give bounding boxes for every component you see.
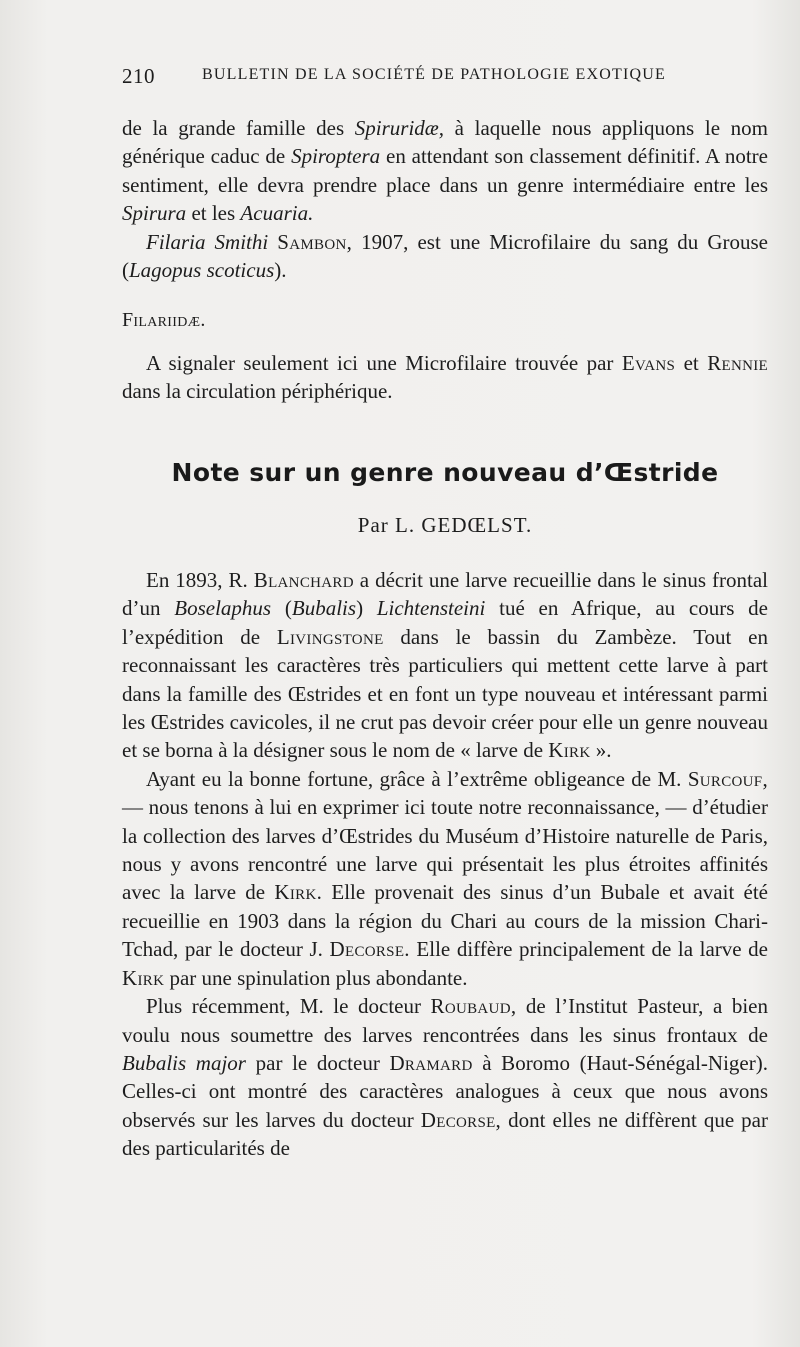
page-header <box>122 64 682 94</box>
paragraph: A signaler seulement ici une Microfilaire trouvée par Evans et Rennie dans la circulation périphérique. <box>122 350 769 404</box>
paragraph: Plus récemment, M. le docteur Roubaud, de l’Institut Pasteur, a bien voulu nous soumettre des larves rencontrées dans les sinus frontaux de Bubalis major par le docteur Dramard à Boromo (Haut-Sénégal-Niger). Celles-ci ont montré des caractères analogues à ceux que nous avons observés sur les larves du docteur Decorse, dont elles ne diffèrent que par des particularités de <box>122 994 769 1161</box>
article-body <box>122 566 768 1163</box>
paragraph: de la grande famille des Spiruridæ, à laquelle nous appliquons le nom générique caduc de Spiroptera en attendant son classement définitif. A notre sentiment, elle devra prendre place dans un genre intermédiaire entre les Spirura et les Acuaria. <box>122 116 769 226</box>
top-text <box>122 114 768 406</box>
running-head: BULLETIN DE LA SOCIÉTÉ DE PATHOLOGIE EXOTIQUE <box>202 66 667 83</box>
paragraph: En 1893, R. Blanchard a décrit une larve recueillie dans le sinus frontal d’un Boselaphus (Bubalis) Lichtensteini tué en Afrique, au cours de l’expédition de Livingstone dans le bassin du Zambèze. Tout en reconnaissant les caractères très particuliers qui mettent cette larve à part dans la famille des Œstrides et en font un type nouveau et intéressant parmi les Œstrides cavicoles, il ne crut pas devoir créer pour elle un genre nouveau et se borna à la désigner sous le nom de « larve de Kirk ». <box>122 568 769 763</box>
article-title: Note sur un genre nouveau d’Œstride <box>171 458 719 487</box>
section-heading: Filariidæ. <box>122 309 206 332</box>
byline: Par L. GEDŒLST. <box>357 513 533 537</box>
paragraph: Filaria Smithi Sambon, 1907, est une Microfilaire du sang du Grouse (Lagopus scoticus). <box>122 229 768 283</box>
page-number: 210 <box>122 64 155 88</box>
paragraph: Ayant eu la bonne fortune, grâce à l’extrême obligeance de M. Surcouf, — nous tenons à lui en exprimer ici toute notre reconnaissance, — d’étudier la collection des larves d’Œstrides du Muséum d’Histoire naturelle de Paris, nous y avons rencontré une larve qui présentait les plus étroites affinités avec la larve de Kirk. Elle provenait des sinus d’un Bubale et avait été recueillie en 1903 dans la région du Chari au cours de la mission Chari-Tchad, par le docteur J. Decorse. Elle diffère principalement de la larve de Kirk par une spinulation plus abondante. <box>122 766 768 990</box>
